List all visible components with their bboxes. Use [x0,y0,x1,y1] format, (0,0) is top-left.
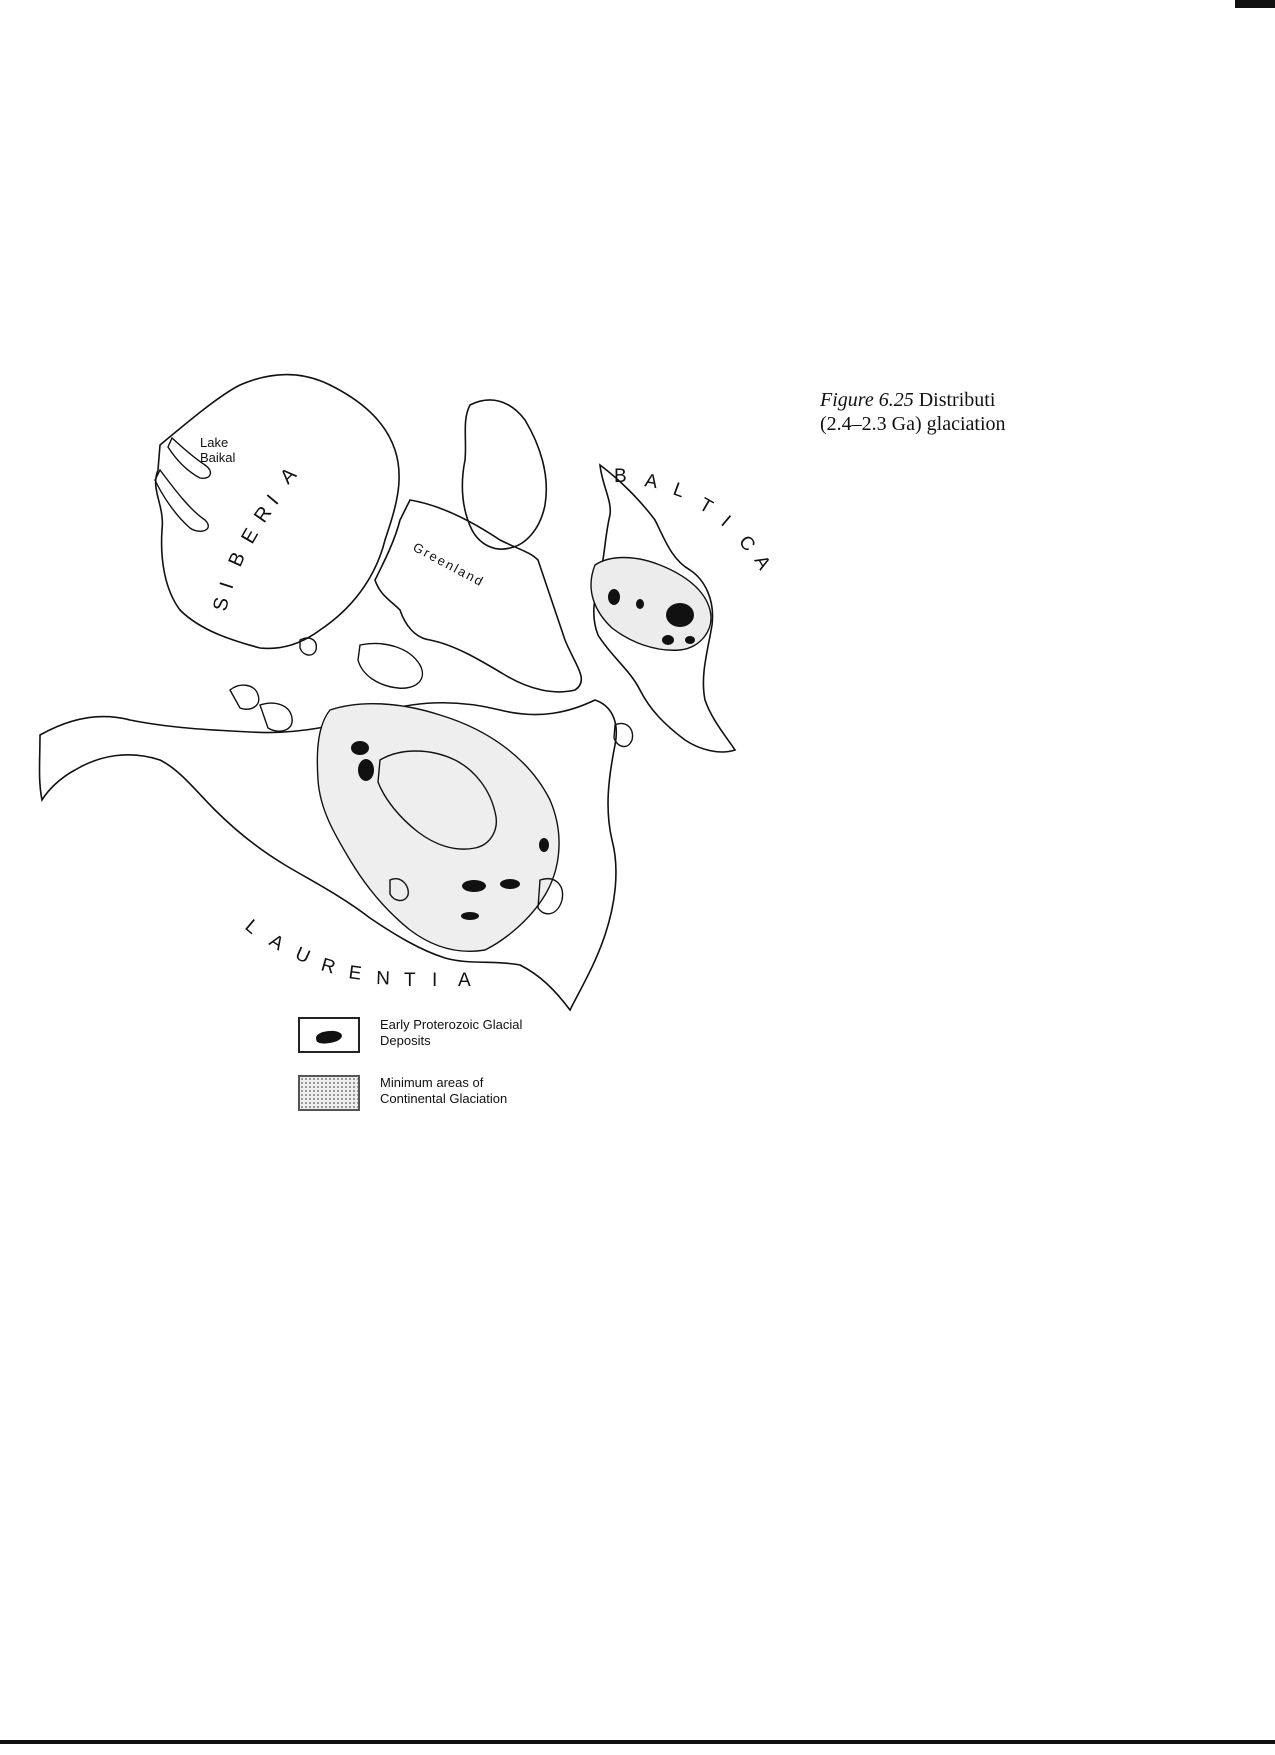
svg-text:A: A [643,470,660,494]
figure-caption [820,388,1120,436]
lake-baikal-label-line1: Lake [200,435,229,450]
svg-text:I: I [432,970,438,991]
svg-text:L: L [240,915,263,939]
svg-text:B: B [224,548,250,571]
svg-text:L: L [670,478,688,503]
svg-text:U: U [291,943,314,969]
svg-text:C: C [734,531,760,556]
legend-swatch-deposits [298,1017,360,1053]
legend-swatch-stipple [298,1075,360,1111]
svg-text:B: B [614,466,627,487]
greenland-label: Greenland [410,539,488,590]
deposit-blob-icon [315,1029,342,1045]
northern-island [462,400,546,549]
arctic-island-2 [260,703,292,731]
svg-text:A: A [265,930,288,955]
legend-glaciation-line1: Minimum areas of [380,1075,484,1090]
svg-text:R: R [250,502,277,527]
baltica-label [614,466,774,574]
caption-line2: (2.4–2.3 Ga) glaciation [820,413,1006,435]
svg-text:N: N [375,968,391,990]
svg-text:A: A [275,463,301,489]
svg-text:A: A [458,970,471,991]
legend-label-glaciation [380,1075,600,1107]
legend-glaciation-line2: Continental Glaciation [380,1091,508,1106]
svg-text:E: E [347,962,363,985]
svg-text:A: A [749,552,775,574]
arctic-island-1 [230,685,259,709]
svg-text:I: I [262,490,284,510]
svg-text:I: I [215,579,239,592]
caption-line1 [820,388,1120,412]
siberia-label [209,463,301,613]
laurentia-glaciation-zone [317,704,559,952]
svg-text:T: T [695,494,717,519]
figure-number: Figure 6.25 [820,389,914,411]
svg-text:S: S [209,595,234,614]
legend-deposits-line2: Deposits [380,1033,431,1048]
greenland-outline [375,500,581,692]
svg-text:I: I [716,511,735,532]
legend-deposits-line1: Early Proterozoic Glacial [380,1017,523,1032]
lake-baikal-label-line2: Baikal [200,450,236,465]
page-bottom-rule [0,1740,1275,1744]
legend-label-deposits [380,1017,600,1049]
caption-line1-text: Distributi [918,389,996,411]
svg-text:E: E [237,524,264,548]
siberia-outline [156,374,400,648]
arctic-island-3 [358,644,422,689]
svg-text:T: T [404,970,416,991]
svg-text:R: R [318,954,338,979]
